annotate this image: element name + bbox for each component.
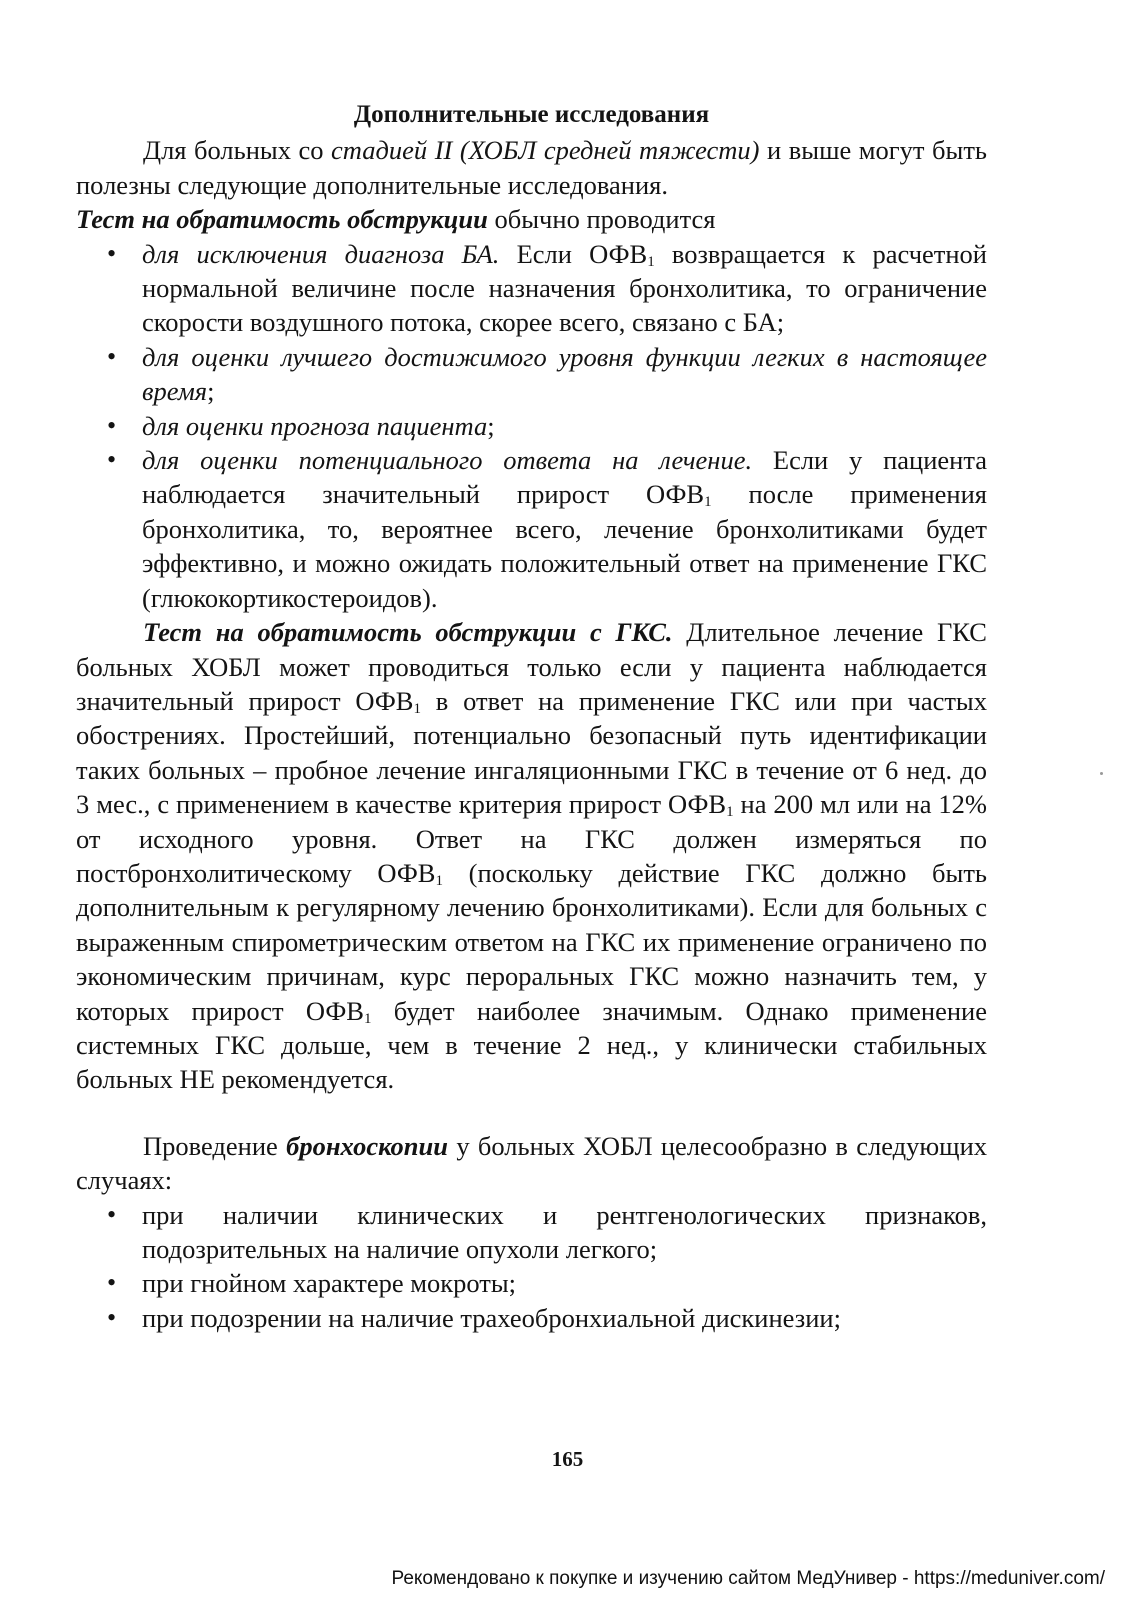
bronchoscopy-text: Проведение (143, 1130, 287, 1161)
bronchoscopy-paragraph (76, 1129, 987, 1198)
list-item-text: Если у пациента наблюдается значительный прирост ОФВ (142, 445, 987, 510)
intro-text: Для больных со (143, 135, 332, 166)
list-item-text-2: возвращается к расчетной нормальной величине после назначения бронхолитика, то ограничение скорости воздушного потока, скорее всего, связано с БА; (142, 238, 987, 338)
list-item-text: ; (487, 410, 495, 441)
list-item: • при подозрении на наличие трахеобронхиальной дискинезии; (142, 1301, 987, 1335)
intro-paragraph (76, 133, 987, 202)
list-item-text-2: после применения бронхолитика, то, вероятнее всего, лечение бронхолитиками будет эффективно, и можно ожидать положительный ответ на применение ГКС (глюкокортикостероидов). (142, 479, 987, 613)
subscript: 1 (363, 1010, 372, 1027)
page-number: 165 (551, 1447, 584, 1471)
list-item: • при гнойном характере мокроты; (142, 1266, 987, 1300)
list-item (142, 443, 987, 615)
gcs-text-3: на 200 мл или на 12% от исходного уровня. Ответ на ГКС должен измеряться по постбронхолитическому ОФВ (76, 789, 988, 888)
list-item-italic: для оценки прогноза пациента (142, 410, 488, 441)
footer-watermark: Рекомендовано к покупке и изучению сайтом МедУнивер - https://meduniver.com/ (391, 1568, 1105, 1589)
reversibility-test-label: Тест на обратимость обструкции (76, 204, 488, 235)
gcs-text-5: будет наиболее значимым. Однако применение системных ГКС дольше, чем в течение 2 нед., у клинически стабильных больных НЕ рекомендуется. (76, 995, 987, 1095)
intro-italic: стадией II (ХОБЛ средней тяжести) (331, 135, 760, 166)
list-item-italic: для исключения диагноза БА. (142, 238, 500, 269)
list-item: • при наличии клинических и рентгенологических признаков, подозрительных на наличие опухоли легкого; (142, 1198, 987, 1267)
gcs-test-paragraph (76, 615, 987, 1097)
list-item-text: ; (207, 376, 215, 407)
intro-text-2: и выше могут быть полезны следующие дополнительные исследования. (76, 135, 987, 200)
subscript: 1 (704, 494, 712, 511)
bronchoscopy-text-2: у больных ХОБЛ целесообразно в следующих случаях: (76, 1130, 988, 1196)
gcs-text-4: (поскольку действие ГКС должно быть дополнительным к регулярному лечению бронхолитиками). Если для больных с выраженным спирометрическим ответом на ГКС их применение ограничено по экономическим причинам, курс пероральных ГКС можно назначить тем, у которых прирост ОФВ (76, 857, 987, 1026)
reversibility-test-text: обычно проводится (487, 204, 716, 235)
list-item (142, 237, 987, 340)
section-heading: Дополнительные исследования (353, 101, 710, 128)
gcs-text-2: в ответ на применение ГКС или при частых обострениях. Простейший, потенциально безопасный путь идентификации таких больных – пробное лечение ингаляционными ГКС в течение от 6 нед. до 3 мес., с применением в качестве критерия прирост ОФВ (76, 685, 987, 820)
subscript: 1 (726, 804, 734, 821)
list-item-text: Если ОФВ (499, 238, 648, 269)
reversibility-test-list (76, 237, 987, 615)
list-item (142, 409, 987, 443)
gcs-text-1: Длительное лечение ГКС больных ХОБЛ может проводиться только если у пациента наблюдается значительный прирост ОФВ (76, 617, 987, 716)
list-item-italic: для оценки лучшего достижимого уровня функции легких в настоящее время (142, 341, 987, 407)
document-page (76, 98, 987, 1335)
gcs-test-label: Тест на обратимость обструкции с ГКС. (143, 617, 673, 648)
scan-speck (1100, 772, 1103, 775)
subscript: 1 (413, 700, 421, 717)
subscript: 1 (647, 253, 655, 270)
list-item (142, 340, 987, 409)
subscript: 1 (435, 872, 443, 889)
list-item-italic: для оценки потенциального ответа на лечение. (142, 445, 753, 476)
paragraph-spacer (76, 1097, 987, 1129)
bronchoscopy-list (76, 1198, 987, 1336)
reversibility-test-paragraph (76, 202, 987, 236)
bronchoscopy-label: бронхоскопии (286, 1130, 449, 1161)
